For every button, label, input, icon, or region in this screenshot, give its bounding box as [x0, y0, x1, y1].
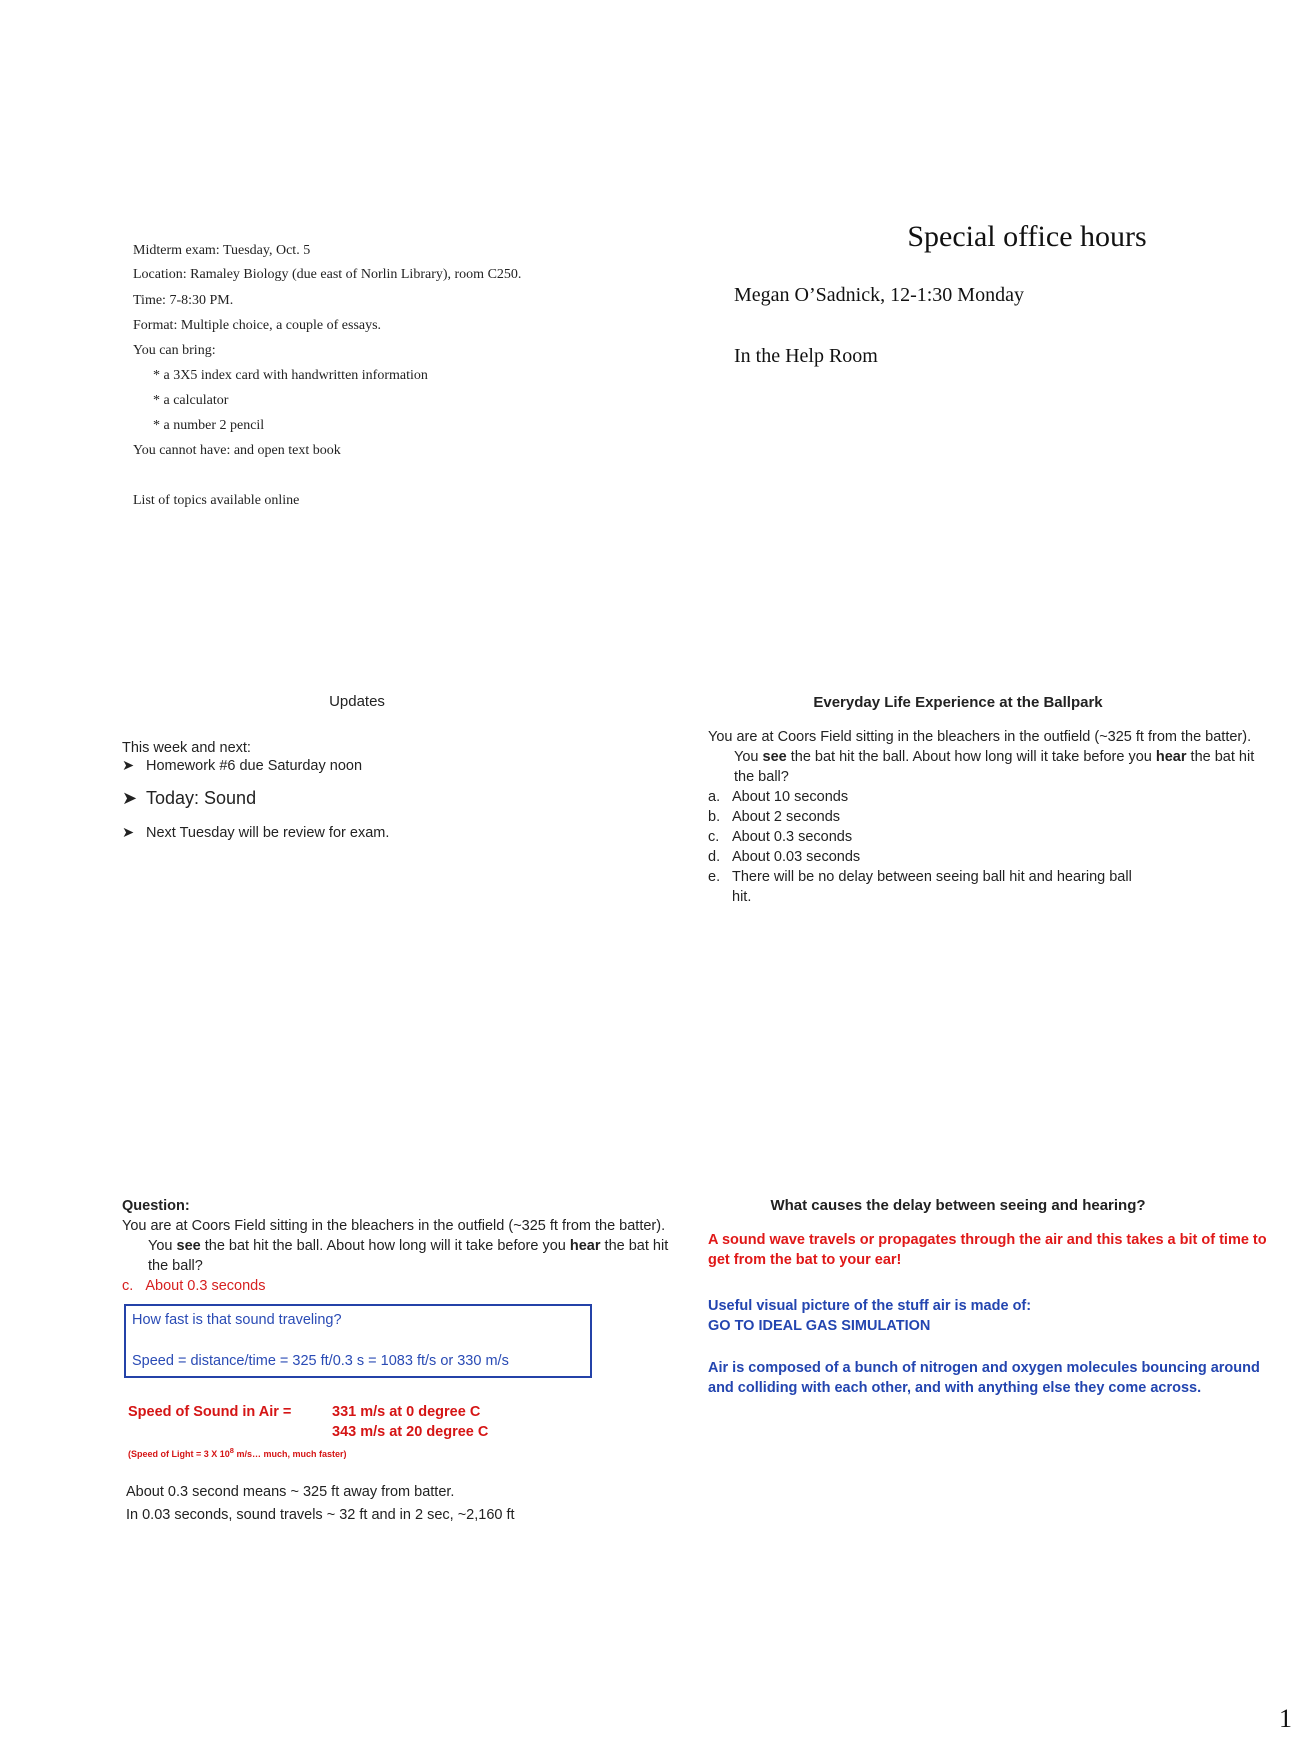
bring-item-index-card: * a 3X5 index card with handwritten information: [153, 368, 428, 383]
midterm-can-bring: You can bring:: [133, 343, 216, 358]
bullet-item: ➤ Next Tuesday will be review for exam.: [122, 825, 390, 841]
office-hours-location: In the Help Room: [734, 345, 878, 367]
slide-midterm: [133, 238, 693, 513]
arrow-bullet-icon: ➤: [122, 788, 138, 808]
answer-option: c. About 0.3 seconds: [708, 829, 853, 845]
speed-calculation-box: [124, 1304, 592, 1378]
midterm-date: Midterm exam: Tuesday, Oct. 5: [133, 243, 311, 258]
arrow-bullet-icon: ➤: [122, 825, 135, 841]
topics-online: List of topics available online: [133, 493, 300, 508]
air-composition-text: Air is composed of a bunch of nitrogen and oxygen molecules bouncing around and colliding with each other, and with anything else they come across.: [708, 1360, 1260, 1396]
sound-wave-explanation: A sound wave travels or propagates through the air and this takes a bit of time to get from the bat to your ear!: [708, 1232, 1267, 1268]
bring-item-pencil: * a number 2 pencil: [153, 418, 265, 433]
speed-of-sound: Speed of Sound in Air = 331 m/s at 0 degree C 343 m/s at 20 degree C: [128, 1404, 489, 1440]
bullet-item: ➤ Homework #6 due Saturday noon: [122, 758, 363, 774]
slide-title: Updates: [329, 693, 385, 710]
page-number: 1: [1279, 1704, 1292, 1733]
question-text: You are at Coors Field sitting in the bleachers in the outfield (~325 ft from the batter). You see the bat hit the ball. About how long will it take before you hear the bat hit the ball?: [708, 729, 1255, 785]
slide-title: What causes the delay between seeing and hearing?: [770, 1197, 1146, 1214]
question-heading: Question:: [122, 1198, 190, 1214]
slide-title: Everyday Life Experience at the Ballpark: [813, 694, 1103, 711]
midterm-time: Time: 7-8:30 PM.: [133, 293, 234, 308]
answer-option: a. About 10 seconds: [708, 789, 849, 805]
answer-option: e. There will be no delay between seeing ball hit and hearing ball hit.: [708, 869, 1132, 905]
answer-option: d. About 0.03 seconds: [708, 849, 861, 865]
box-question: How fast is that sound traveling?: [132, 1312, 342, 1328]
simulation-link-text: GO TO IDEAL GAS SIMULATION: [708, 1318, 931, 1334]
speed-of-light-note: (Speed of Light = 3 X $10^8$ m/s… much, much faster): [128, 1446, 347, 1459]
midterm-cannot-have: You cannot have: and open text book: [133, 443, 341, 458]
slide-ballpark-question: [708, 693, 1268, 907]
updates-intro: This week and next:: [122, 740, 251, 756]
office-hours-person: Megan O’Sadnick, 12-1:30 Monday: [734, 284, 1024, 306]
slide-title: Special office hours: [907, 220, 1147, 253]
summary-text: About 0.3 second means ~ 325 ft away from batter. In 0.03 seconds, sound travels ~ 32 ft and in 2 sec, ~2,160 ft: [126, 1484, 515, 1523]
bullet-item: ➤ Today: Sound: [122, 788, 257, 808]
slide-office-hours: [734, 220, 1294, 368]
midterm-format: Format: Multiple choice, a couple of essays.: [133, 318, 382, 333]
midterm-location: Location: Ramaley Biology (due east of Norlin Library), room C250.: [133, 267, 522, 282]
answer-text: c. About 0.3 seconds: [122, 1278, 266, 1294]
arrow-bullet-icon: ➤: [122, 758, 135, 774]
visual-picture-text: Useful visual picture of the stuff air is made of:: [708, 1298, 1032, 1314]
slide-updates: [122, 693, 682, 843]
answer-option: b. About 2 seconds: [708, 809, 841, 825]
question-text: You are at Coors Field sitting in the bleachers in the outfield (~325 ft from the batter). You see the bat hit the ball. About how long will it take before you hear the bat hit the ball?: [122, 1218, 669, 1274]
slide-delay-cause: [708, 1196, 1268, 1398]
slide-question-answer: [122, 1196, 682, 1527]
box-formula: Speed = distance/time = 325 ft/0.3 s = 1083 ft/s or 330 m/s: [132, 1353, 509, 1369]
bring-item-calculator: * a calculator: [153, 393, 229, 408]
